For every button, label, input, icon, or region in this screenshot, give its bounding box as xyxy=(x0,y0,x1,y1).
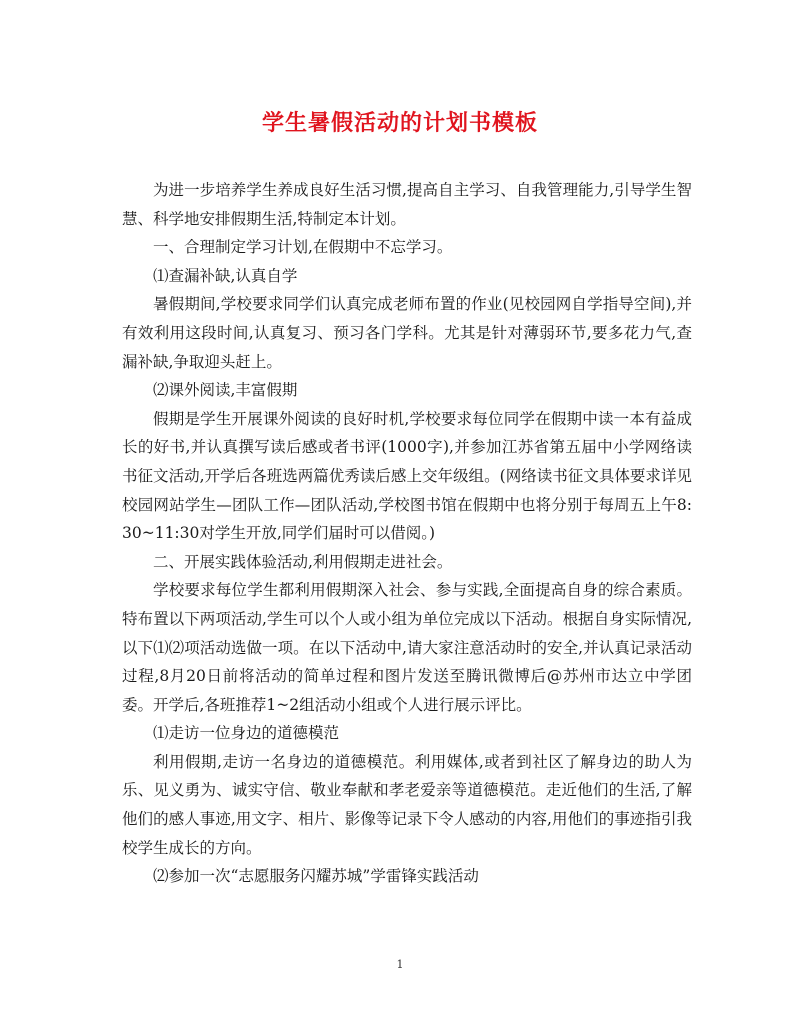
paragraph-1-2: 假期是学生开展课外阅读的良好时机,学校要求每位同学在假期中读一本有益成长的好书,并认真撰写读后感或者书评(1000字),并参加江苏省第五届中小学网络读书征文活动,开学后各班选两篇优秀读后感上交年级组。(网络读书征文具体要求详见校园网站学生—团队工作—团队活动,学校图书馆在假期中也将分别于每周五上午8:30~11:30对学生开放,同学们届时可以借阅。) xyxy=(122,409,692,543)
paragraph-2-1: 利用假期,走访一名身边的道德模范。利用媒体,或者到社区了解身边的助人为乐、见义勇为、诚实守信、敬业奉献和孝老爱亲等道德模范。走近他们的生活,了解他们的感人事迹,用文字、相片、影像等记录下令人感动的内容,用他们的事迹指引我校学生成长的方向。 xyxy=(122,752,692,857)
paragraph-1-1: 暑假期间,学校要求同学们认真完成老师布置的作业(见校园网自学指导空间),并有效利用这段时间,认真复习、预习各门学科。尤其是针对薄弱环节,要多花力气,查漏补缺,争取迎头赶上。 xyxy=(122,295,692,371)
document-body xyxy=(122,176,692,891)
heading-section-1: 一、合理制定学习计划,在假期中不忘学习。 xyxy=(153,238,453,257)
subheading-2-1: ⑴走访一位身边的道德模范 xyxy=(153,724,340,743)
subheading-1-1: ⑴查漏补缺,认真自学 xyxy=(153,266,298,285)
paragraph-intro: 为进一步培养学生养成良好生活习惯,提高自主学习、自我管理能力,引导学生智慧、科学地安排假期生活,特制定本计划。 xyxy=(122,181,692,228)
subheading-2-2: ⑵参加一次“志愿服务闪耀苏城”学雷锋实践活动 xyxy=(153,867,479,886)
document-title: 学生暑假活动的计划书模板 xyxy=(261,111,538,136)
paragraph-2: 学校要求每位学生都利用假期深入社会、参与实践,全面提高自身的综合素质。特布置以下两项活动,学生可以个人或小组为单位完成以下活动。根据自身实际情况,以下⑴⑵项活动选做一项。在以下活动中,请大家注意活动时的安全,并认真记录活动过程,8月20日前将活动的简单过程和图片发送至腾讯微博后@苏州市达立中学团委。开学后,各班推荐1~2组活动小组或个人进行展示评比。 xyxy=(122,581,692,714)
subheading-1-2: ⑵课外阅读,丰富假期 xyxy=(153,381,298,400)
heading-section-2: 二、开展实践体验活动,利用假期走进社会。 xyxy=(153,552,453,571)
page-number: 1 xyxy=(396,958,404,971)
